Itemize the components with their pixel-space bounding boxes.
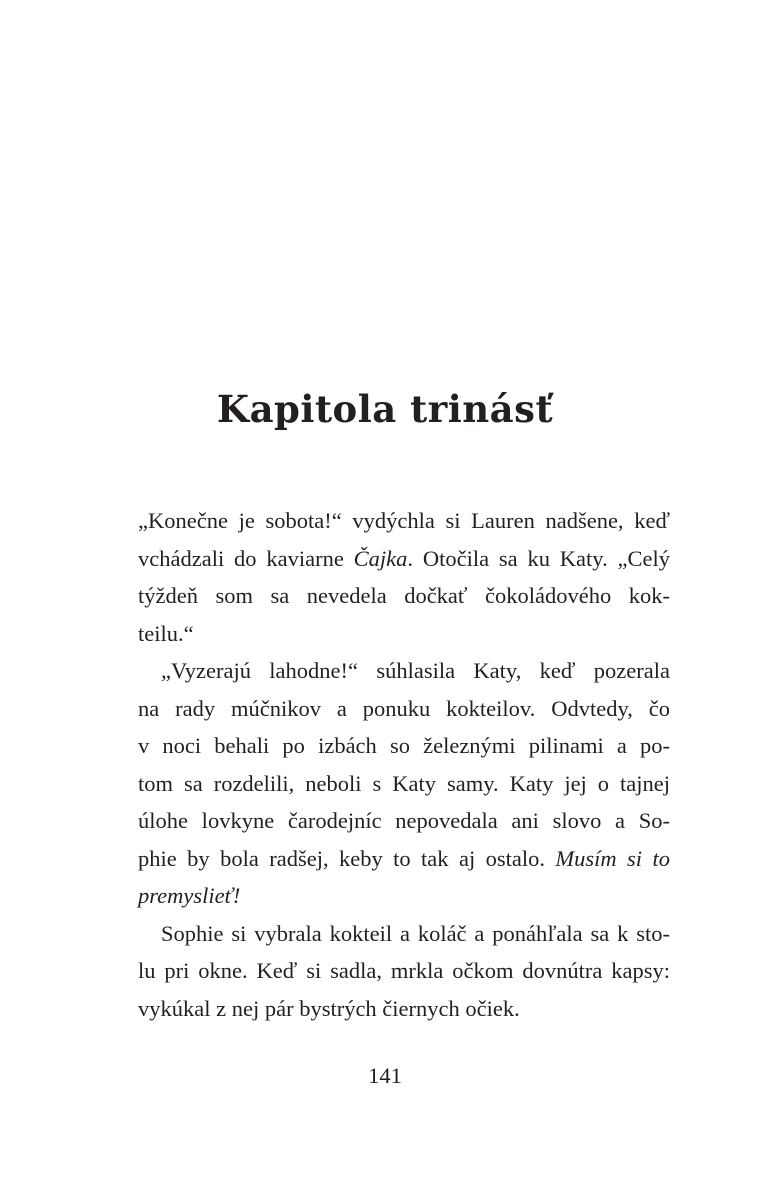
text-run: Sophie si vybrala kokteil a koláč a ponáhľala sa k sto-	[161, 920, 670, 946]
text-line	[138, 502, 670, 540]
text-run: vykúkal z nej pár bystrých čiernych očiek.	[138, 995, 520, 1021]
italic-text: premyslieť!	[138, 883, 241, 908]
chapter-title: Kapitola trinásť	[216, 387, 554, 431]
paragraph	[138, 652, 670, 915]
text-line	[138, 540, 670, 578]
text-run: tom sa rozdelili, neboli s Katy samy. Katy jej o tajnej	[138, 770, 670, 796]
text-line	[138, 877, 670, 915]
text-line	[138, 802, 670, 840]
text-line	[138, 615, 670, 653]
text-run: v noci behali po izbách so železnými pilinami a po-	[138, 733, 670, 758]
text-run: teilu.“	[138, 620, 194, 646]
text-line	[138, 690, 670, 728]
text-run: týždeň som sa nevedela dočkať čokoládového kok-	[138, 583, 670, 608]
text-run: úlohe lovkyne čarodejníc nepovedala ani slovo a So-	[138, 808, 670, 833]
paragraph	[138, 502, 670, 652]
text-line	[138, 990, 670, 1028]
text-run: . Otočila sa ku Katy. „Celý	[407, 545, 670, 571]
text-line	[138, 652, 670, 690]
page-number: 141	[368, 1063, 402, 1088]
text-run: vchádzali do kaviarne	[138, 545, 354, 571]
text-run: „Konečne je sobota!“ vydýchla si Lauren nadšene, keď	[138, 508, 670, 533]
body-text	[138, 502, 670, 1027]
italic-text: Čajka	[353, 545, 408, 571]
text-run: na rady múčnikov a ponuku kokteilov. Odvtedy, čo	[138, 695, 670, 721]
paragraph	[138, 915, 670, 1028]
text-run: phie by bola radšej, keby to tak aj ostalo.	[138, 845, 556, 871]
text-line	[138, 727, 670, 765]
text-line	[138, 840, 670, 878]
text-line	[138, 915, 670, 953]
text-line	[138, 952, 670, 990]
text-run: „Vyzerajú lahodne!“ súhlasila Katy, keď pozerala	[161, 658, 670, 683]
text-line	[138, 577, 670, 615]
italic-text: Musím si to	[555, 845, 670, 871]
text-line	[138, 765, 670, 803]
text-run: lu pri okne. Keď si sadla, mrkla očkom dovnútra kapsy:	[138, 958, 670, 983]
